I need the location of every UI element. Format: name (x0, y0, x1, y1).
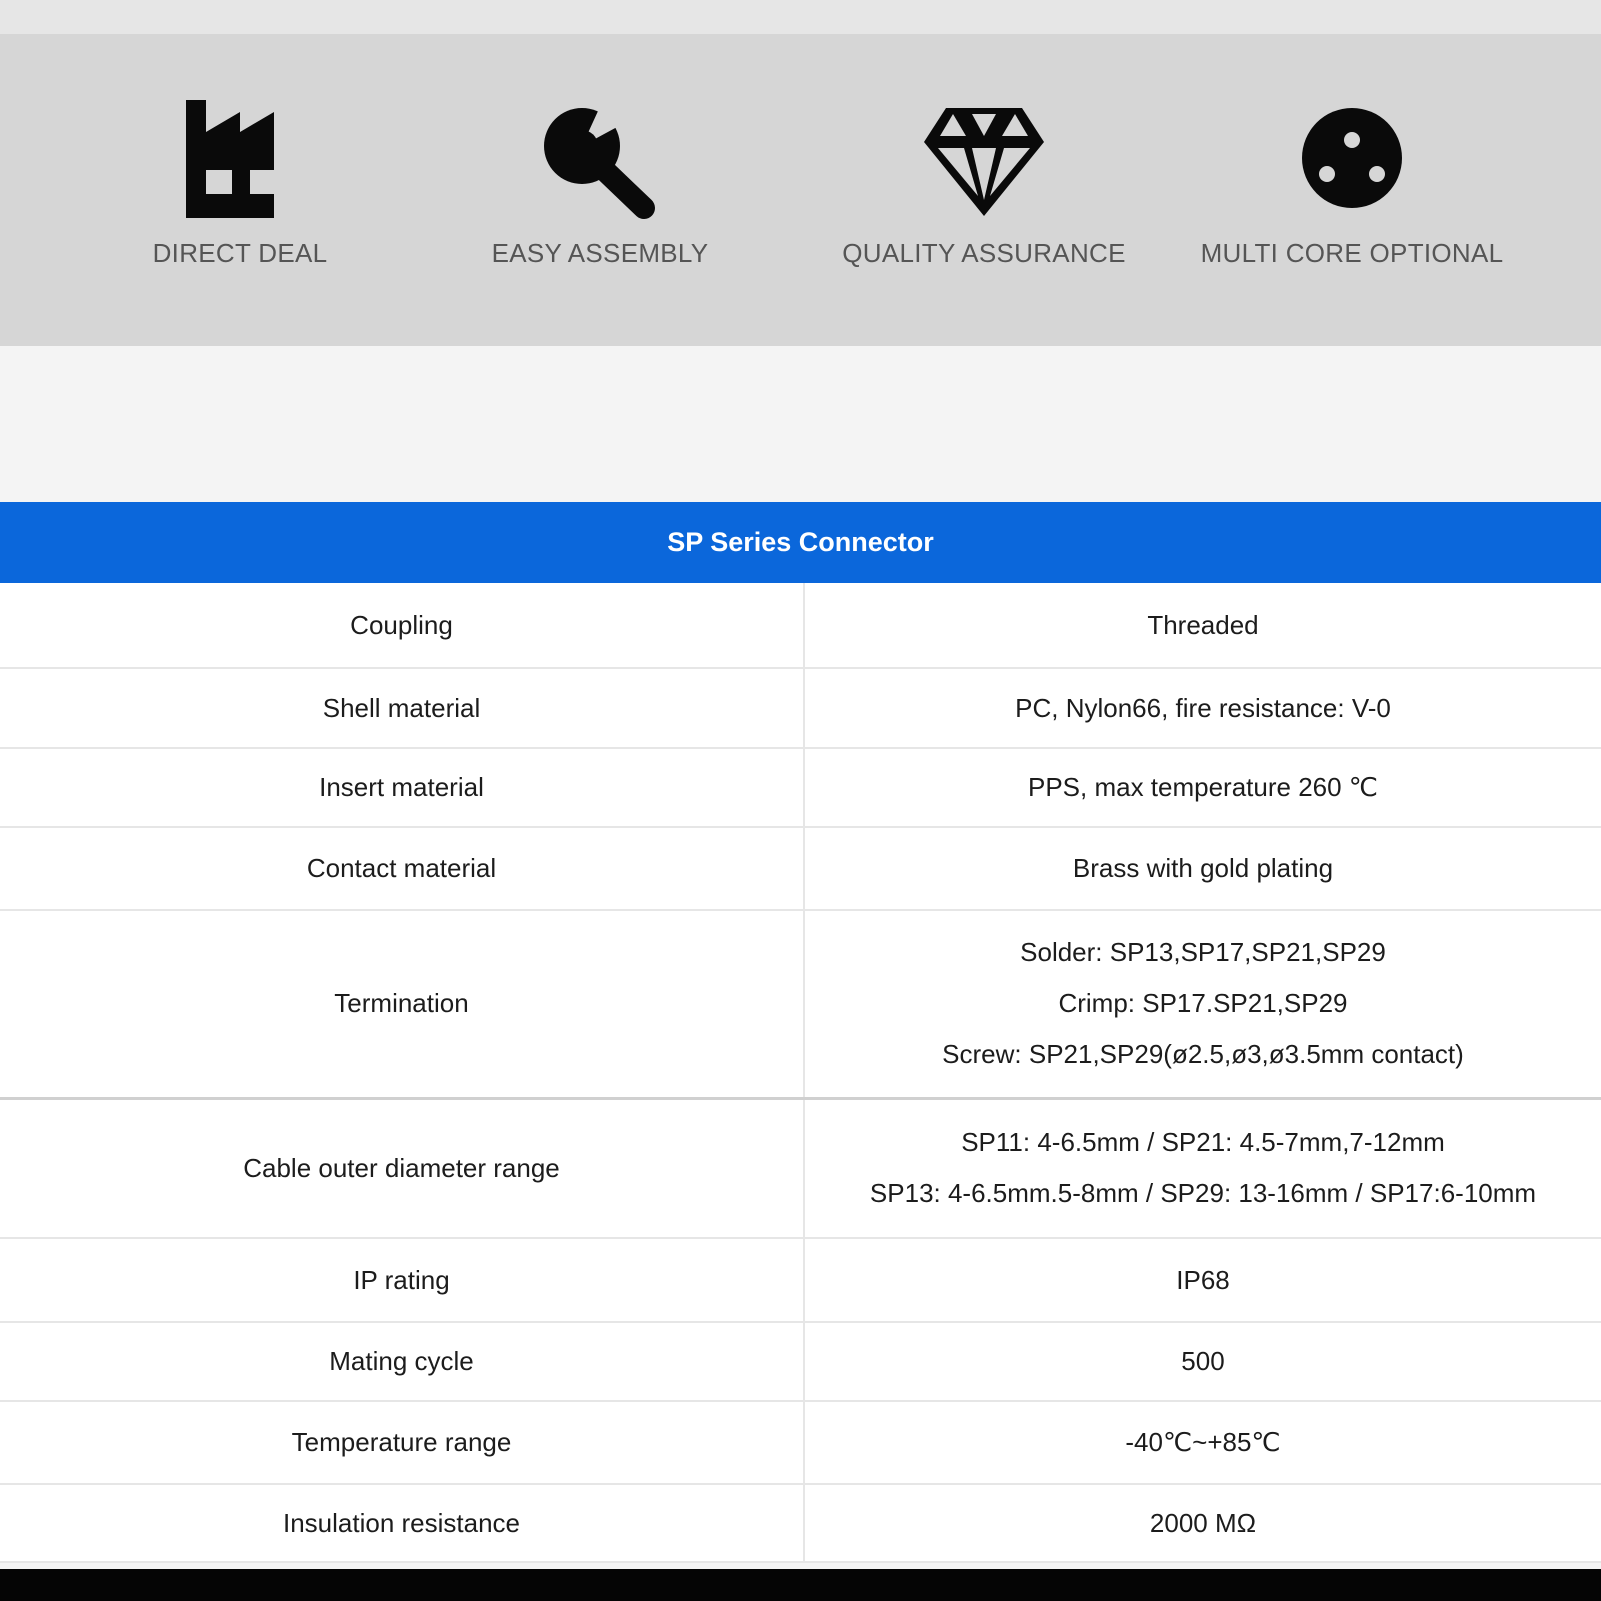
spacer (0, 346, 1601, 502)
spec-value-line: SP11: 4-6.5mm / SP21: 4.5-7mm,7-12mm (961, 1127, 1445, 1158)
spec-value-line: IP68 (1176, 1264, 1230, 1295)
factory-icon (178, 96, 302, 220)
spec-key: Mating cycle (0, 1322, 804, 1401)
spec-value-line: Threaded (1147, 609, 1259, 640)
spec-value (804, 827, 1601, 910)
feature-label: EASY ASSEMBLY (491, 238, 709, 268)
table-row (0, 668, 1601, 748)
spec-value-line: 2000 MΩ (1149, 1507, 1257, 1538)
spec-key: Contact material (0, 827, 804, 910)
table-row (0, 910, 1601, 1098)
spec-table (0, 583, 1601, 1563)
spec-value (804, 1322, 1601, 1401)
feature-easy-assembly (440, 34, 760, 346)
spec-key: Insert material (0, 748, 804, 827)
spec-value-line: Screw: SP21,SP29(ø2.5,ø3,ø3.5mm contact) (942, 1039, 1464, 1070)
spec-value (804, 583, 1601, 668)
table-row (0, 1322, 1601, 1401)
spec-key: Cable outer diameter range (0, 1098, 804, 1238)
feature-multi-core-optional (1192, 34, 1512, 346)
spec-value-line: Solder: SP13,SP17,SP21,SP29 (1020, 937, 1386, 968)
top-strip (0, 0, 1601, 34)
spec-value (804, 1098, 1601, 1238)
feature-label: QUALITY ASSURANCE (842, 238, 1126, 268)
feature-label: MULTI CORE OPTIONAL (1200, 238, 1504, 268)
table-row (0, 1238, 1601, 1322)
spec-value-line: SP13: 4-6.5mm.5-8mm / SP29: 13-16mm / SP17:6-10mm (869, 1178, 1537, 1209)
spec-table-title: SP Series Connector (0, 502, 1601, 583)
spec-value-line: Crimp: SP17.SP21,SP29 (1058, 988, 1348, 1019)
table-row (0, 827, 1601, 910)
feature-direct-deal (80, 34, 400, 346)
spec-value (804, 1484, 1601, 1562)
spec-value-line: 500 (1181, 1346, 1225, 1376)
spec-value-line: -40℃~+85℃ (1125, 1427, 1281, 1457)
wrench-icon (538, 96, 662, 220)
spec-value (804, 1238, 1601, 1322)
spec-key: Termination (0, 910, 804, 1098)
spec-key: Temperature range (0, 1401, 804, 1484)
spec-key: Insulation resistance (0, 1484, 804, 1562)
spec-value (804, 910, 1601, 1098)
feature-band (0, 34, 1601, 346)
spec-value-line: PPS, max temperature 260 ℃ (1027, 772, 1379, 802)
spec-key: IP rating (0, 1238, 804, 1322)
spec-value (804, 1401, 1601, 1484)
feature-label: DIRECT DEAL (152, 238, 328, 268)
spec-value (804, 748, 1601, 827)
spec-value-line: Brass with gold plating (1072, 853, 1334, 883)
table-row (0, 1098, 1601, 1238)
spec-value (804, 668, 1601, 748)
table-row (0, 583, 1601, 668)
spec-key: Shell material (0, 668, 804, 748)
feature-quality-assurance (824, 34, 1144, 346)
table-row (0, 748, 1601, 827)
bottom-bar (0, 1569, 1601, 1601)
table-row (0, 1401, 1601, 1484)
spec-value-line: PC, Nylon66, fire resistance: V-0 (1015, 692, 1391, 723)
connector-pins-icon (1290, 96, 1414, 220)
table-row (0, 1484, 1601, 1562)
spec-key: Coupling (0, 583, 804, 668)
diamond-icon (922, 96, 1046, 220)
